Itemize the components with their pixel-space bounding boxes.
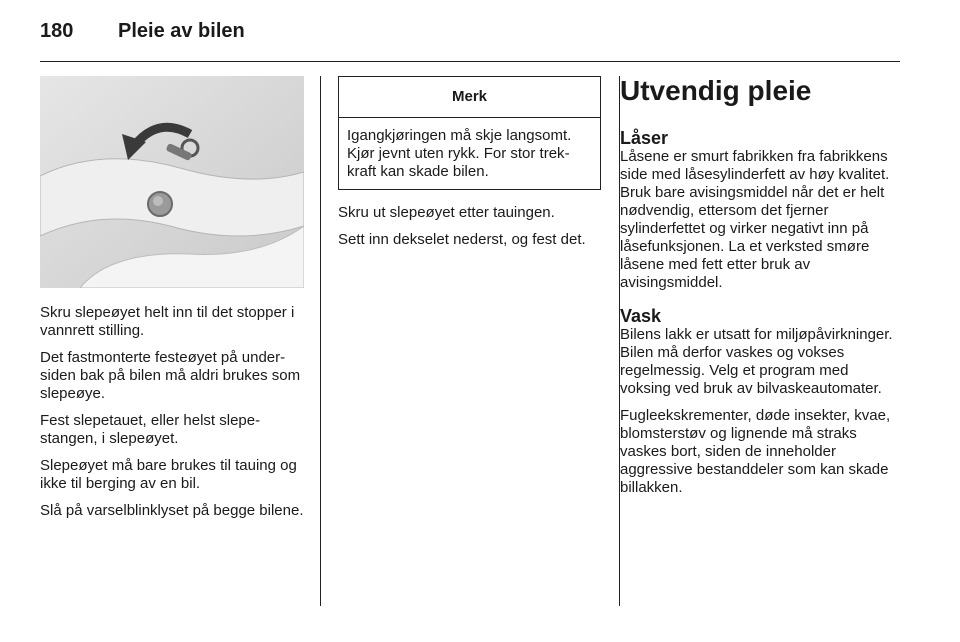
section-title: Utvendig pleie: [620, 75, 812, 106]
paragraph: Sett inn dekselet nederst, og fest det.: [338, 231, 586, 248]
paragraph: Det fastmonterte festeøyet på undersiden bak på bilen må aldri brukes som slepeøye.: [40, 349, 301, 402]
paragraph: Skru ut slepeøyet etter tauingen.: [338, 204, 555, 221]
column-3: [620, 76, 902, 506]
tow-eye-illustration: [40, 76, 304, 288]
note-box: [338, 76, 601, 190]
paragraph: Fest slepetauet, eller helst slepestangen, i slepeøyet.: [40, 412, 261, 447]
subheading-locks: Låser: [620, 128, 669, 148]
col1-text: [40, 304, 304, 520]
paragraph: Slepeøyet må bare brukes til tauing og ikke til berging av en bil.: [40, 457, 297, 492]
note-title: Merk: [339, 77, 600, 118]
column-1: [40, 76, 304, 529]
paragraph: Skru slepeøyet helt inn til det stopper i vannrett stilling.: [40, 304, 295, 339]
paragraph: Fugleekskrementer, døde insekter, kvae, blomsterstøv og lignende må straks vaskes bort, siden de inneholder aggressive bestanddeler som kan skade billakken.: [620, 407, 891, 496]
page-number: 180: [40, 20, 74, 42]
page-title: Pleie av bilen: [118, 20, 245, 42]
paragraph: Låsene er smurt fabrikken fra fabrikkens side med låsesylinderfett av høy kvalitet. Bruk bare avisingsmiddel når det er helt nødvendig, ettersom det fjerner sylinderfettet og virker negativt inn på låsefunksjonen. La et verksted smøre låsene med fett etter bruk av avisingsmiddel.: [620, 148, 890, 291]
column-2: [338, 76, 602, 258]
header-rule: [40, 61, 900, 62]
col2-text: [338, 204, 602, 249]
subheading-wash: Vask: [620, 306, 662, 326]
note-body: Igangkjøringen må skje langsomt. Kjør jevnt uten rykk. For stor trekkraft kan skade bilen.: [347, 127, 572, 180]
paragraph: Slå på varselblinklyset på begge bilene.: [40, 502, 304, 519]
column-divider-1: [320, 76, 321, 606]
paragraph: Bilens lakk er utsatt for miljøpåvirkninger. Bilen må derfor vaskes og vokses regelmessig. Velg et program med voksing ved bruk av bilvaskeautomater.: [620, 326, 893, 397]
